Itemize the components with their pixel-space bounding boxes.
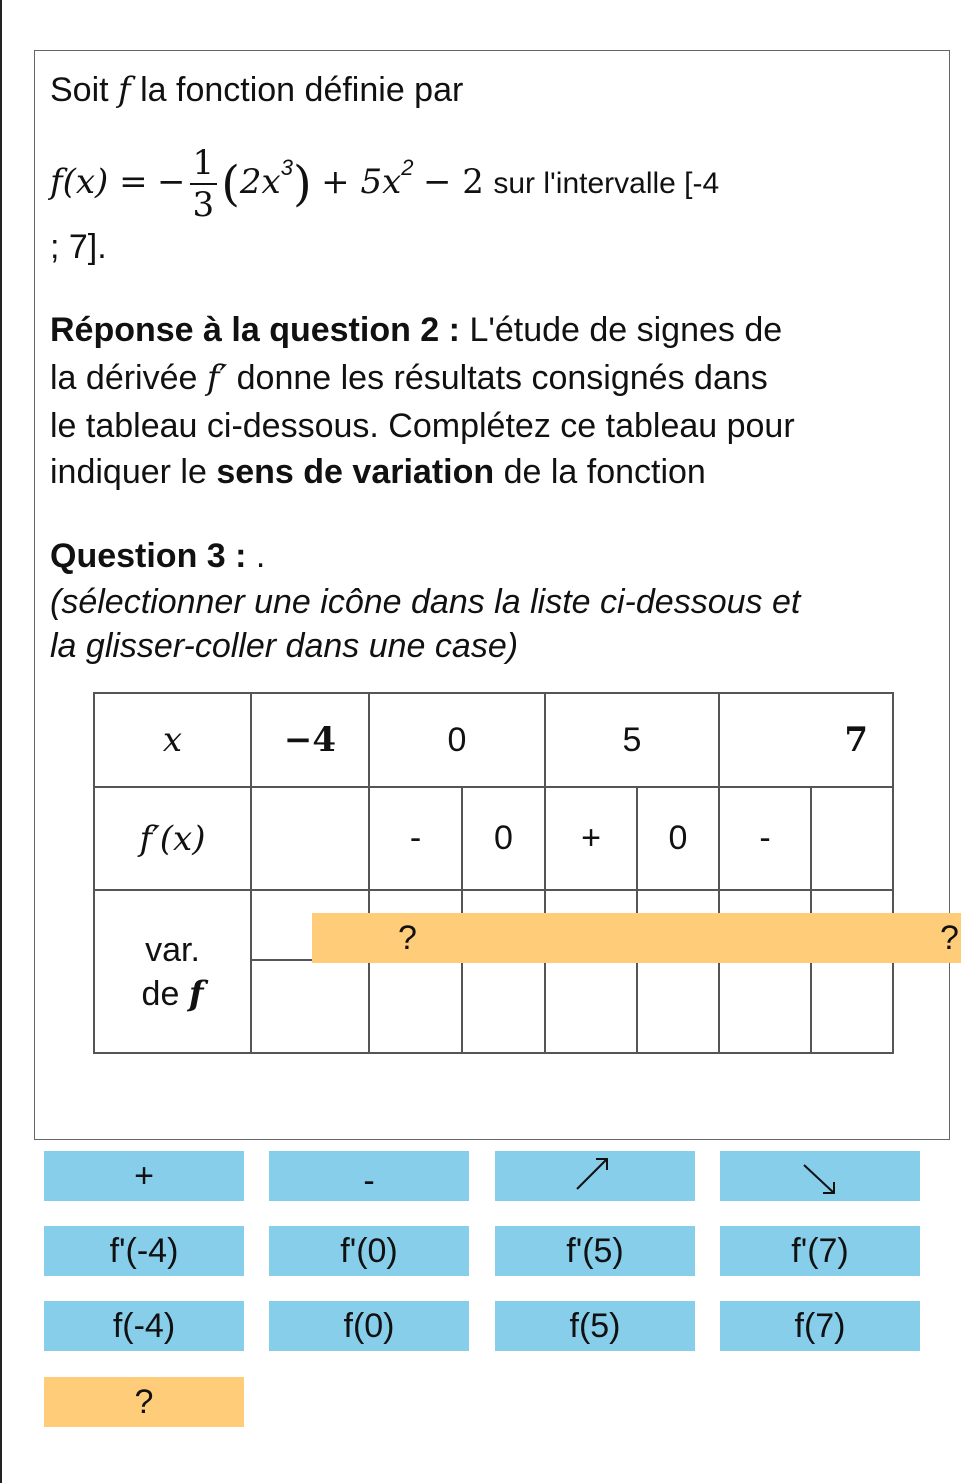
question-3-hint-2: la glisser-coller dans une case) (50, 627, 519, 665)
sign-cell: 0 (637, 787, 719, 890)
var-drop-cell[interactable] (811, 960, 893, 1053)
function-formula: f(x) = − $\frac{1}{3}$ $(2x^3) + 5x^2 - 2$ sur l'intervalle [-4 (50, 143, 720, 226)
sign-cell: + (545, 787, 637, 890)
x-label: x (94, 693, 251, 787)
x-value: −4 (251, 693, 369, 787)
fprime-value-tile[interactable]: f'(5) (495, 1226, 695, 1276)
fraction-one-third: $\frac{1}{3}$ (190, 143, 218, 225)
f-symbol: f (118, 70, 131, 110)
decreasing-arrow-tile[interactable] (720, 1151, 920, 1201)
x-value: 5 (545, 693, 719, 787)
fprime-value-tile[interactable]: f'(0) (269, 1226, 469, 1276)
interval-end: ; 7]. (50, 228, 107, 266)
plus-tile[interactable]: + (44, 1151, 244, 1201)
increasing-arrow-tile[interactable] (495, 1151, 695, 1201)
row-fprime (94, 787, 893, 890)
left-border (0, 0, 2, 1483)
sign-cell: - (369, 787, 462, 890)
x-value: 0 (369, 693, 545, 787)
interval-text: sur l'intervalle [-4 (493, 167, 720, 200)
var-drop-cell[interactable] (719, 960, 811, 1053)
answer-heading: Réponse à la question 2 : (50, 311, 460, 349)
f-value-tile[interactable]: f(7) (720, 1301, 920, 1351)
fprime-label: f′(x) (94, 787, 251, 890)
answer-line-2: la dérivée f′ donne les résultats consignés dans (50, 358, 768, 398)
sign-cell-empty (251, 787, 369, 890)
fprime-value-tile[interactable]: f'(7) (720, 1226, 920, 1276)
var-drop-cell[interactable] (251, 960, 369, 1053)
question-3-hint-1: (sélectionner une icône dans la liste ci-dessous et (50, 583, 801, 621)
variation-table (93, 692, 894, 1054)
arrow-up-right-icon (495, 1151, 695, 1201)
minus-tile[interactable]: - (269, 1151, 469, 1201)
var-drop-cell[interactable] (369, 960, 462, 1053)
f-value-tile[interactable]: f(-4) (44, 1301, 244, 1351)
sign-cell: - (719, 787, 811, 890)
drop-zone-bar[interactable] (312, 913, 961, 963)
var-label: var. de f (94, 890, 251, 1053)
answer-line-1: Réponse à la question 2 : L'étude de signes de (50, 311, 783, 349)
f-value-tile[interactable]: f(0) (269, 1301, 469, 1351)
var-drop-cell[interactable] (545, 960, 637, 1053)
row-x (94, 693, 893, 787)
answer-line-3: le tableau ci-dessous. Complétez ce tableau pour (50, 407, 795, 445)
fprime-value-tile[interactable]: f'(-4) (44, 1226, 244, 1276)
intro-line-1: Soit f la fonction définie par (50, 70, 464, 110)
var-drop-cell[interactable] (462, 960, 545, 1053)
x-value: 7 (719, 693, 893, 787)
sign-cell: 0 (462, 787, 545, 890)
f-value-tile[interactable]: f(5) (495, 1301, 695, 1351)
placeholder-tile[interactable]: ? (44, 1377, 244, 1427)
drop-placeholder: ? (398, 919, 417, 957)
sign-cell-empty (811, 787, 893, 890)
question-3-title: Question 3 : . (50, 537, 266, 575)
answer-line-4: indiquer le sens de variation de la fonction (50, 453, 706, 491)
var-drop-cell[interactable] (637, 960, 719, 1053)
drop-placeholder: ? (940, 919, 959, 957)
arrow-down-right-icon (720, 1151, 920, 1201)
